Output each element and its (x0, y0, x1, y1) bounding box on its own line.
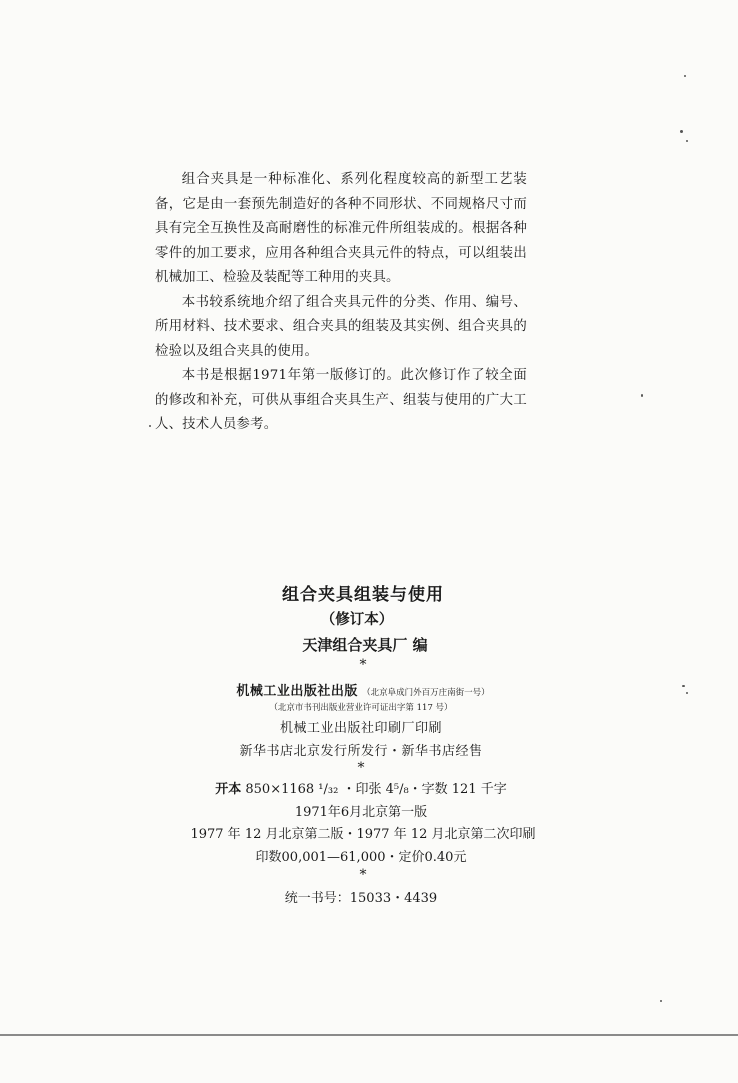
book-editor: 天津组合夹具厂 编 (302, 636, 428, 654)
description-paragraph-2: 本书较系统地介绍了组合夹具元件的分类、作用、编号、所用材料、技术要求、组合夹具的组装及其实例、组合夹具的检验以及组合夹具的使用。 (155, 294, 527, 359)
first-edition: 1971年6月北京第一版 (294, 805, 428, 820)
separator-star: * (359, 867, 367, 883)
separator-star: * (359, 657, 367, 673)
second-edition: 1977 年 12 月北京第二版・1977 年 12 月北京第二次印刷 (190, 827, 536, 842)
scan-speck (149, 425, 151, 427)
print-run-price: 印数00,001—61,000・定价0.40元 (255, 850, 467, 865)
format-specs (0, 778, 730, 797)
scan-speck (682, 685, 685, 687)
publishing-permit: （北京市书刊出版业营业许可证出字第 117 号） (269, 703, 453, 713)
description-paragraph-3: 本书是根据1971年第一版修订的。此次修订作了较全面的修改和补充，可供从事组合夹具生产、组装与使用的广大工人、技术人员参考。 (155, 368, 527, 432)
scan-speck (684, 75, 686, 77)
scan-speck (686, 140, 688, 142)
book-subtitle: （修订本） (320, 611, 394, 628)
book-number: 统一书号：15033・4439 (284, 891, 438, 906)
separator-star: * (357, 760, 365, 776)
scan-speck (641, 394, 643, 397)
scan-edge-line (0, 1034, 738, 1036)
publisher-address: （北京阜成门外百万庄南街一号） (362, 688, 490, 698)
book-description (155, 168, 527, 438)
publisher-name: 机械工业出版社出版 (236, 684, 358, 699)
book-title: 组合夹具组装与使用 (282, 585, 444, 605)
scan-speck (686, 692, 688, 694)
scan-speck (680, 130, 683, 133)
format-label: 开本 (215, 782, 242, 797)
description-paragraph-1: 组合夹具是一种标准化、系列化程度较高的新型工艺装备，它是由一套预先制造好的各种不同形状、不同规格尺寸而具有完全互换性及高耐磨性的标准元件所组装成的。根据各种零件的加工要求，应用各种组合夹具元件的特点，可以组装出机械加工、检验及装配等工种用的夹具。 (155, 172, 527, 285)
distributor-line: 新华书店北京发行所发行・新华书店经售 (239, 744, 483, 759)
scan-speck (660, 1000, 662, 1002)
printer-line: 机械工业出版社印刷厂印刷 (279, 721, 442, 736)
format-details: 850×1168 ¹/₃₂ ・印张 4⁵/₈・字数 121 千字 (241, 782, 507, 797)
publisher-line (0, 680, 732, 699)
